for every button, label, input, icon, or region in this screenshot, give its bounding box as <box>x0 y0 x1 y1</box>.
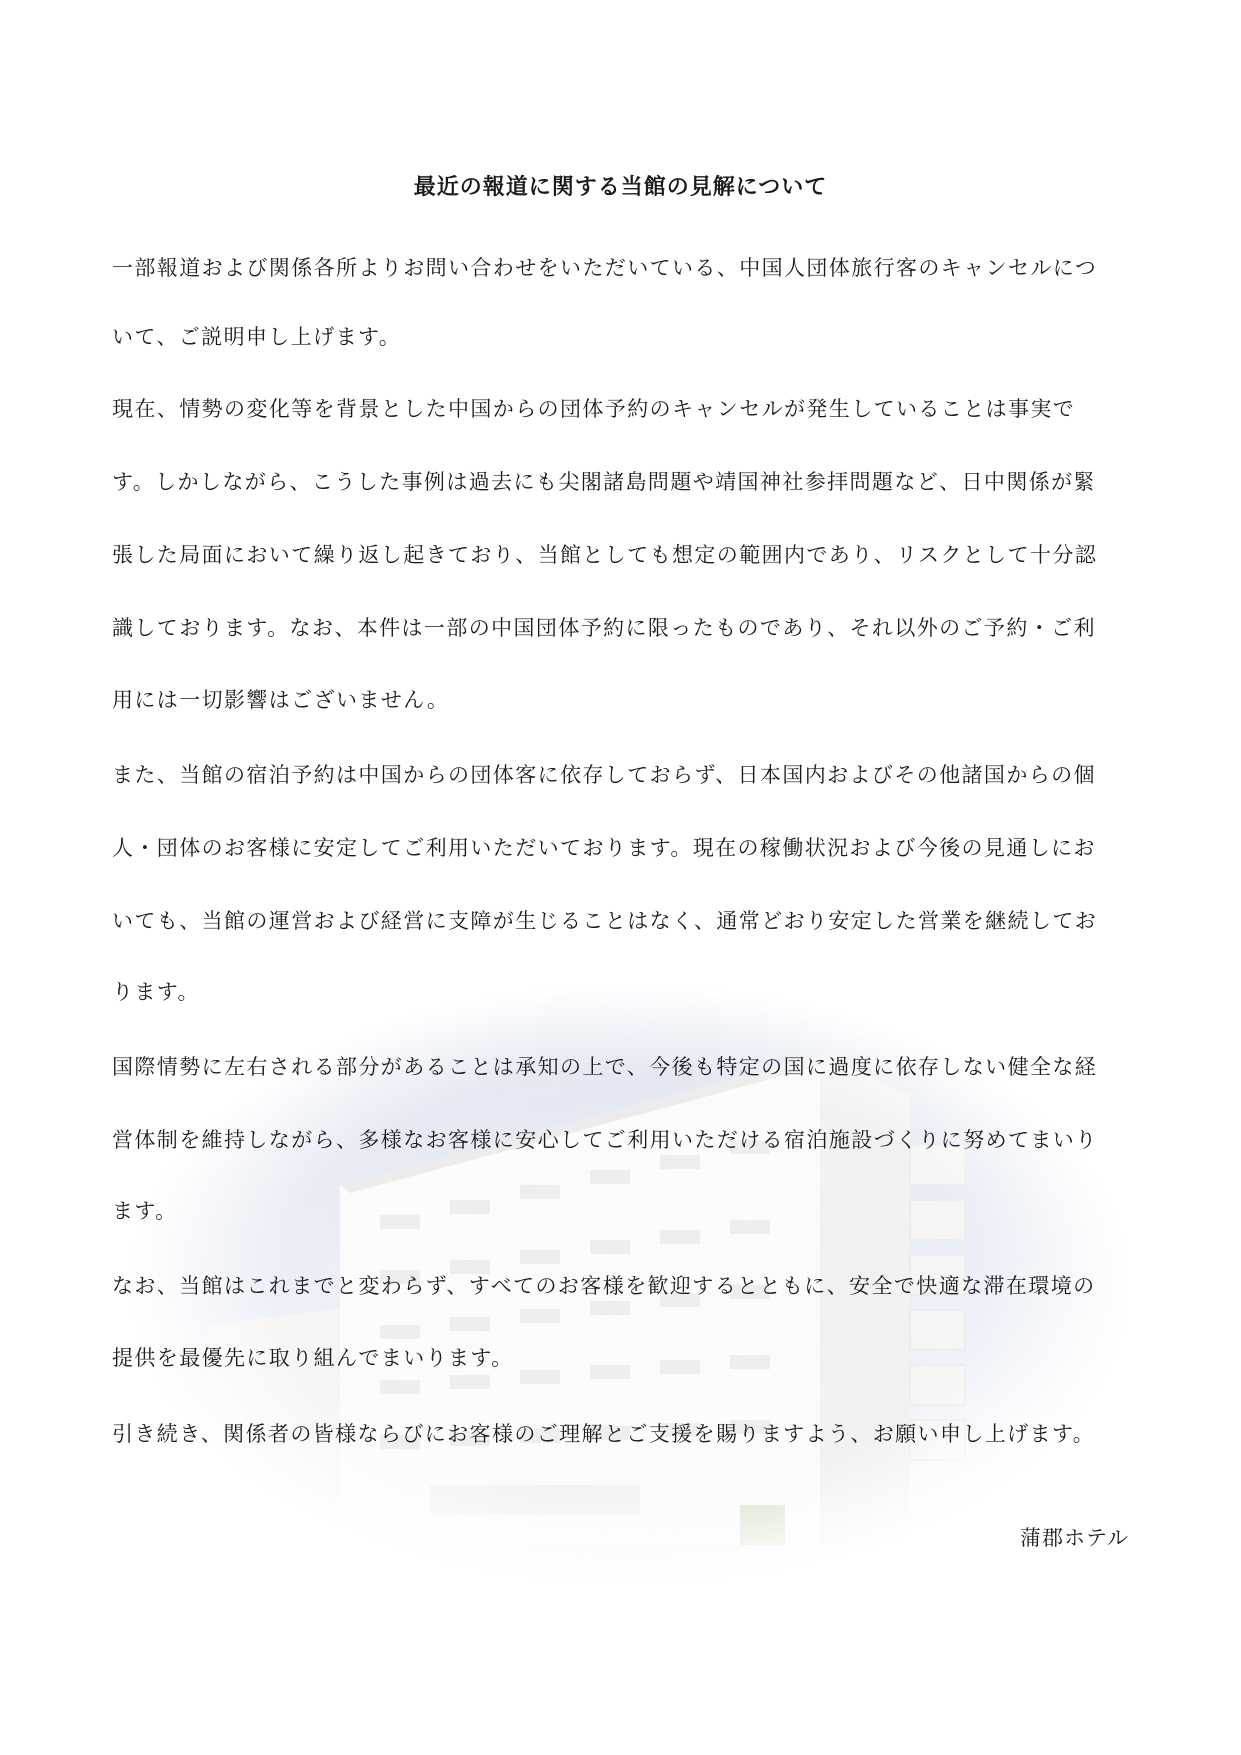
body-line: 国際情勢に左右される部分があることは承知の上で、今後も特定の国に過度に依存しない健全な経 <box>112 1055 1098 1079</box>
body-line: また、当館の宿泊予約は中国からの団体客に依存しておらず、日本国内およびその他諸国からの個 <box>112 763 1096 787</box>
body-line: ます。 <box>112 1199 178 1223</box>
body-line: なお、当館はこれまでと変わらず、すべてのお客様を歓迎するとともに、安全で快適な滞在環境の <box>112 1274 1096 1298</box>
body-line: 一部報道および関係各所よりお問い合わせをいただいている、中国人団体旅行客のキャンセルにつ <box>112 256 1098 280</box>
body-line: 現在、情勢の変化等を背景とした中国からの団体予約のキャンセルが発生していることは事実で <box>112 397 1076 421</box>
body-line: いて、ご説明申し上げます。 <box>112 325 402 349</box>
body-line: 識しております。なお、本件は一部の中国団体予約に限ったものであり、それ以外のご予約・ご利 <box>112 616 1096 640</box>
body-line: 張した局面において繰り返し起きており、当館としても想定の範囲内であり、リスクとして十分認 <box>112 543 1098 567</box>
body-line: いても、当館の運営および経営に支障が生じることはなく、通常どおり安定した営業を継続してお <box>112 909 1098 933</box>
signature: 蒲郡ホテル <box>1020 1526 1129 1550</box>
body-line: 引き続き、関係者の皆様ならびにお客様のご理解とご支援を賜りますよう、お願い申し上げます。 <box>112 1422 1096 1446</box>
document-title: 最近の報道に関する当館の見解について <box>413 174 828 200</box>
body-line: 提供を最優先に取り組んでまいります。 <box>112 1346 514 1370</box>
body-line: 用には一切影響はございません。 <box>112 688 450 712</box>
body-line: ります。 <box>112 980 200 1004</box>
body-line: す。しかしながら、こうした事例は過去にも尖閣諸島問題や靖国神社参拝問題など、日中関係が緊 <box>112 470 1096 494</box>
body-line: 営体制を維持しながら、多様なお客様に安心してご利用いただける宿泊施設づくりに努めてまいり <box>112 1128 1098 1152</box>
body-line: 人・団体のお客様に安定してご利用いただいております。現在の稼働状況および今後の見通しにお <box>112 836 1096 860</box>
